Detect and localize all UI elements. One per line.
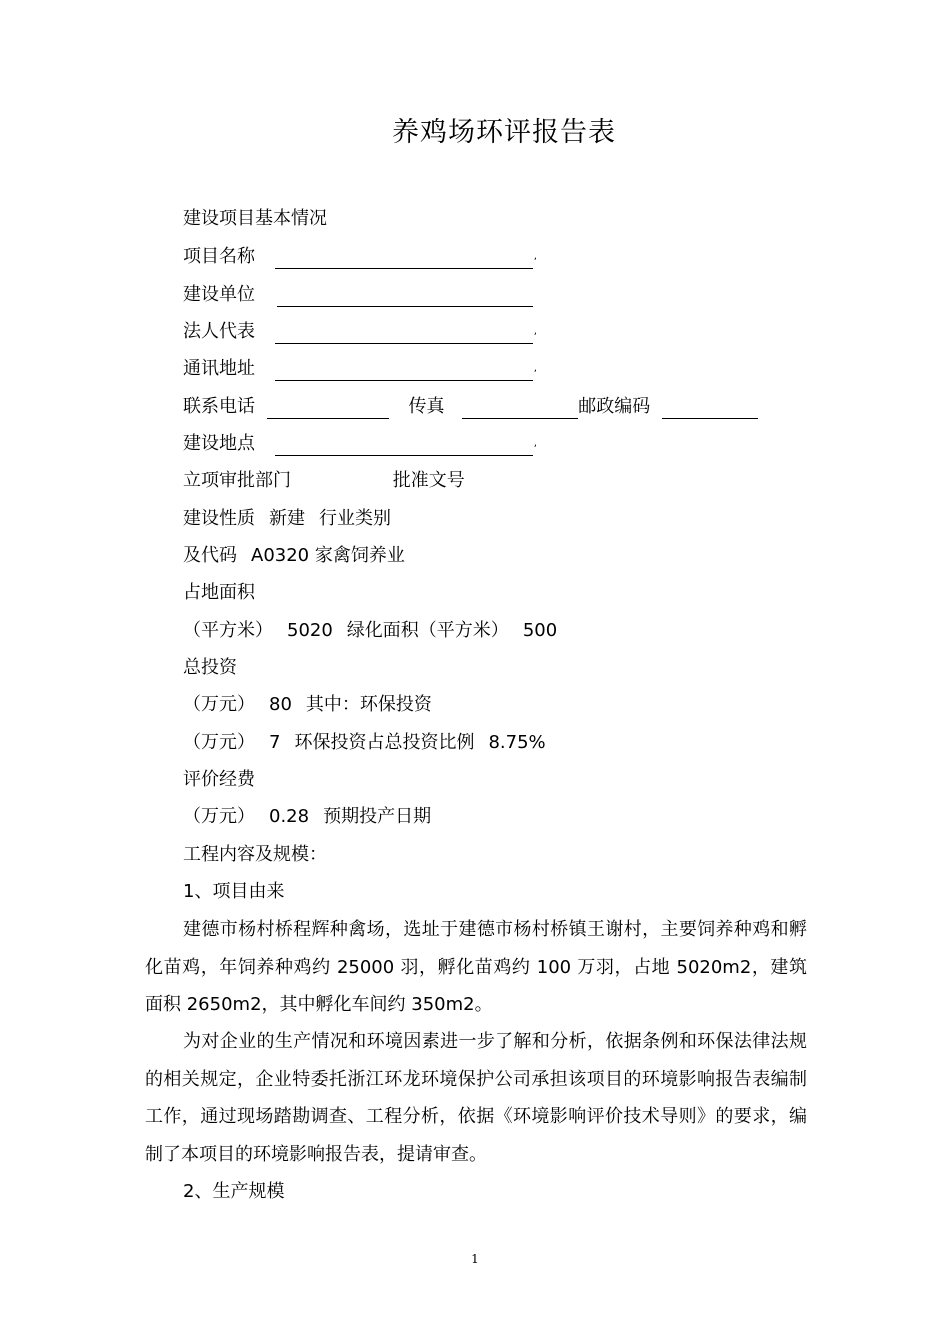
nature-value: 新建 [269, 508, 305, 529]
sqm-unit: （平方米） [183, 620, 273, 641]
section-heading-content: 工程内容及规模： [183, 844, 327, 865]
area-value: 5020 [287, 620, 333, 641]
postcode-label: 邮政编码 [578, 396, 651, 417]
ratio-value: 8.75% [488, 732, 546, 753]
section-heading-basic: 建设项目基本情况 [183, 208, 327, 229]
subheading-scale: 2、生产规模 [183, 1181, 285, 1202]
fax-label: 传真 [408, 396, 445, 417]
fee-label: 评价经费 [183, 769, 255, 790]
wan-unit: （万元） [183, 732, 255, 753]
ratio-label: 环保投资占总投资比例 [294, 732, 475, 753]
project-name-blank [275, 248, 533, 269]
code-row [183, 544, 405, 568]
construction-unit-row [183, 283, 533, 307]
fee-row [183, 805, 431, 829]
contact-row [183, 395, 758, 419]
invest-row [183, 693, 432, 717]
env-invest-row [183, 731, 546, 755]
green-value: 500 [522, 620, 558, 641]
nature-label: 建设性质 [183, 508, 255, 529]
address-row [183, 357, 537, 381]
green-label: 绿化面积（平方米） [346, 620, 509, 641]
nature-row [183, 507, 391, 531]
address-blank [275, 360, 533, 381]
approval-dept-label: 立项审批部门 [183, 470, 291, 491]
phone-label: 联系电话 [183, 396, 255, 417]
site-row [183, 432, 537, 456]
project-name-row [183, 245, 537, 269]
legal-rep-row [183, 320, 537, 344]
construction-unit-label: 建设单位 [183, 284, 255, 305]
blank-mark: , [533, 251, 537, 262]
code-value: A0320 家禽饲养业 [251, 545, 405, 566]
paragraph-origin: 建德市杨村桥程辉种禽场，选址于建德市杨村桥镇王谢村，主要饲养种鸡和孵化苗鸡，年饲养种鸡约 25000 羽，孵化苗鸡约 100 万羽，占地 5020m2，建筑面积 2650m2，其中孵化车间约 350m2。 [145, 919, 807, 1015]
blank-mark: , [533, 438, 537, 449]
postcode-blank [662, 398, 758, 419]
address-label: 通讯地址 [183, 358, 255, 379]
area-row [183, 619, 557, 643]
page-number: 1 [471, 1252, 479, 1266]
date-label: 预期投产日期 [323, 806, 432, 827]
construction-unit-blank [277, 286, 533, 307]
phone-blank [267, 398, 389, 419]
env-invest-label: 其中：环保投资 [305, 694, 432, 715]
legal-rep-blank [275, 323, 533, 344]
project-name-label: 项目名称 [183, 246, 255, 267]
approval-row [183, 469, 465, 493]
paragraph-purpose: 为对企业的生产情况和环境因素进一步了解和分析，依据条例和环保法律法规的相关规定，企业特委托浙江环龙环境保护公司承担该项目的环境影响报告表编制工作，通过现场踏勘调查、工程分析，依据《环境影响评价技术导则》的要求，编制了本项目的环境影响报告表，提请审查。 [145, 1031, 807, 1165]
wan-unit: （万元） [183, 694, 255, 715]
subheading-origin: 1、项目由来 [183, 881, 285, 902]
invest-label: 总投资 [183, 657, 237, 678]
fee-value: 0.28 [269, 806, 310, 827]
legal-rep-label: 法人代表 [183, 321, 255, 342]
industry-label: 行业类别 [319, 508, 391, 529]
wan-unit: （万元） [183, 806, 255, 827]
approval-no-label: 批准文号 [392, 470, 465, 491]
code-label: 及代码 [183, 545, 237, 566]
blank-mark: , [533, 326, 537, 337]
blank-mark: , [533, 363, 537, 374]
env-invest-value: 7 [269, 732, 281, 753]
invest-value: 80 [269, 694, 292, 715]
area-label: 占地面积 [183, 582, 255, 603]
site-blank [275, 435, 533, 456]
site-label: 建设地点 [183, 433, 255, 454]
document-title: 养鸡场环评报告表 [392, 117, 616, 148]
fax-blank [462, 398, 578, 419]
